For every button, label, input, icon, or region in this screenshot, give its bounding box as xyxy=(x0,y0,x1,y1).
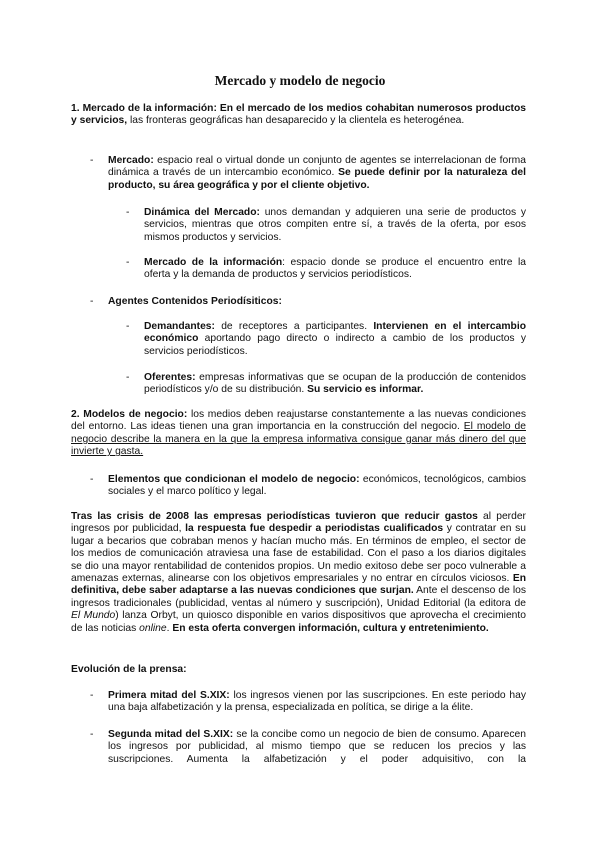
dinamica-text: unos demandan y adquieren una serie de productos y servicios, mientras que otros compiten entre sí, a través de la oferta, por esos mismos productos y servicios. xyxy=(144,207,527,243)
crisis-italic-1: El Mundo xyxy=(71,610,116,622)
agentes-item xyxy=(108,296,526,308)
bullet-dash: - xyxy=(90,155,94,166)
section-2-heading: 2. Modelos de negocio: xyxy=(71,409,188,420)
section-2-paragraph xyxy=(71,409,526,459)
section-2-underlined: El modelo de negocio describe la manera en la que la empresa informativa consigue ganar más dinero del que invierte y gasta. xyxy=(71,421,526,458)
evolucion-heading xyxy=(71,664,526,676)
crisis-italic-2: online xyxy=(139,622,167,634)
mercado-label: Mercado: xyxy=(108,155,154,166)
bullet-dash: - xyxy=(126,372,130,383)
primera-mitad-label: Primera mitad del S.XIX: xyxy=(108,690,230,701)
demandantes-bold: Intervienen en el intercambio económico xyxy=(144,321,526,345)
agentes-label: Agentes Contenidos Periodísiticos: xyxy=(108,296,282,307)
oferentes-bold: Su servicio es informar. xyxy=(307,384,424,396)
demandantes-text-2: aportando pago directo o indirecto a cambio de los productos y servicios periodísticos. xyxy=(144,333,526,357)
page-title: Mercado y modelo de negocio xyxy=(214,73,386,88)
crisis-bold-2: la respuesta fue despedir a periodistas cualificados xyxy=(185,523,444,535)
mercado-info-text: : espacio donde se produce el encuentro entre la oferta y la demanda de productos y servicios periodísticos. xyxy=(144,257,526,281)
primera-mitad-item xyxy=(108,690,526,715)
bullet-dash: - xyxy=(126,207,130,218)
crisis-text-4: ) lanza Orbyt, un quiosco disponible en varios dispositivos que aprovecha el crecimiento de las noticias xyxy=(71,610,526,634)
crisis-bold-3: En definitiva, debe saber adaptarse a las nuevas condiciones que surjan. xyxy=(71,573,526,597)
section-1-heading: 1. Mercado de la información: En el mercado de los medios cohabitan numerosos productos y servicios, xyxy=(71,103,526,127)
elementos-text: económicos, tecnológicos, cambios sociales y el marco político y legal. xyxy=(108,474,526,498)
oferentes-label: Oferentes: xyxy=(144,372,196,383)
demandantes-item xyxy=(144,321,526,358)
bullet-dash: - xyxy=(90,690,94,701)
crisis-text-2: y contratar en su lugar a becarios que cobraban menos y hacían mucho más. En términos de empleo, el sector de los medios de comunicación atraviesa una fase de estabilidad. Con el paso a los diarios digitales se dio una mayor rentabilidad de contenidos propios. Un medio exitoso debe ser poco vulnerable a amenazas externas, alinearse con los objetivos empresariales y no entrar en círculos viciosos. xyxy=(71,523,527,585)
crisis-paragraph xyxy=(71,511,526,635)
bullet-dash: - xyxy=(126,321,130,332)
crisis-bold-4: En esta oferta convergen información, cultura y entretenimiento. xyxy=(172,622,489,634)
dinamica-label: Dinámica del Mercado: xyxy=(144,207,260,218)
evolucion-heading-text: Evolución de la prensa: xyxy=(71,664,187,675)
mercado-bold: Se puede definir por la naturaleza del producto, su área geográfica y por el cliente objetivo. xyxy=(108,167,526,191)
dinamica-item xyxy=(144,207,526,244)
section-2-text: los medios deben reajustarse constantemente a las nuevas condiciones del entorno. Las ideas tienen una gran importancia en la construcción del negocio. xyxy=(71,409,526,433)
crisis-text-1: al perder ingresos por publicidad, xyxy=(71,511,526,535)
demandantes-text: de receptores a participantes. xyxy=(214,321,374,332)
mercado-item xyxy=(108,155,526,192)
segunda-mitad-item xyxy=(108,729,526,766)
crisis-text-3: Ante el descenso de los ingresos tradicionales (publicidad, ventas al número y suscripción), Unidad Editorial (la editora de xyxy=(71,585,526,609)
bullet-dash: - xyxy=(126,257,130,268)
segunda-mitad-text: se la concibe como un negocio de bien de consumo. Aparecen los ingresos por publicidad, al mismo tiempo que se reducen los precios y las suscripciones. Aumenta la alfabetización y el poder adquisitivo, con la xyxy=(108,729,527,765)
demandantes-label: Demandantes: xyxy=(144,321,215,332)
segunda-mitad-label: Segunda mitad del S.XIX: xyxy=(108,729,234,740)
mercado-info-item xyxy=(144,257,526,282)
oferentes-item xyxy=(144,372,526,397)
section-1-paragraph xyxy=(71,103,526,128)
bullet-dash: - xyxy=(90,729,94,740)
crisis-bold-1: Tras las crisis de 2008 las empresas periodísticas tuvieron que reducir gastos xyxy=(71,511,478,522)
oferentes-text: empresas informativas que se ocupan de la producción de contenidos periodísticos y/o de su distribución. xyxy=(144,372,526,396)
section-1-text: las fronteras geográficas han desaparecido y la clientela es heterogénea. xyxy=(127,115,465,127)
bullet-dash: - xyxy=(90,296,94,307)
mercado-text: espacio real o virtual donde un conjunto de agentes se interrelacionan de forma dinámica a través de un intercambio económico. xyxy=(108,155,526,179)
elementos-item xyxy=(108,474,526,499)
mercado-info-label: Mercado de la información xyxy=(144,257,283,268)
bullet-dash: - xyxy=(90,474,94,485)
primera-mitad-text: los ingresos vienen por las suscripciones. En este periodo hay una baja alfabetización y la prensa, especializada en política, se dirige a la élite. xyxy=(108,690,527,714)
elementos-label: Elementos que condicionan el modelo de negocio: xyxy=(108,474,360,485)
crisis-text-5: . xyxy=(166,622,173,634)
